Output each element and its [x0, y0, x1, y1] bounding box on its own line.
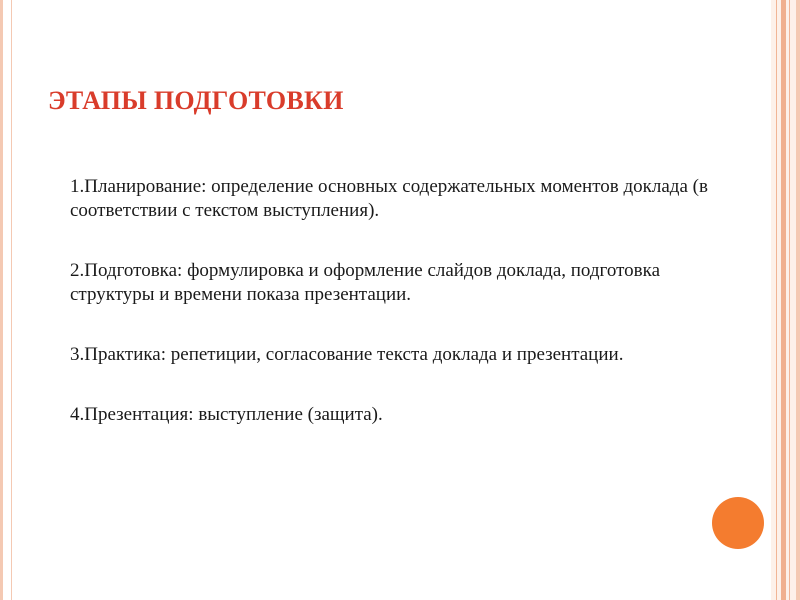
left-border-thin-line [11, 0, 12, 600]
stages-list [70, 175, 710, 427]
slide-title: ЭТАПЫ ПОДГОТОВКИ [48, 86, 344, 115]
right-border-thick-line [781, 0, 786, 600]
right-border-edge [796, 0, 800, 600]
list-item: 1.Планирование: определение основных содержательных моментов доклада (в соответствии с текстом выступления). [70, 176, 708, 221]
left-border-line [0, 0, 3, 600]
list-item: 4.Презентация: выступление (защита). [70, 404, 383, 425]
right-border-line [776, 0, 777, 600]
orange-circle-decoration [712, 497, 764, 549]
right-border-line [789, 0, 790, 600]
list-item: 3.Практика: репетиции, согласование текста доклада и презентации. [70, 344, 624, 365]
list-item: 2.Подготовка: формулировка и оформление слайдов доклада, подготовка структуры и времени показа презентации. [70, 260, 661, 305]
